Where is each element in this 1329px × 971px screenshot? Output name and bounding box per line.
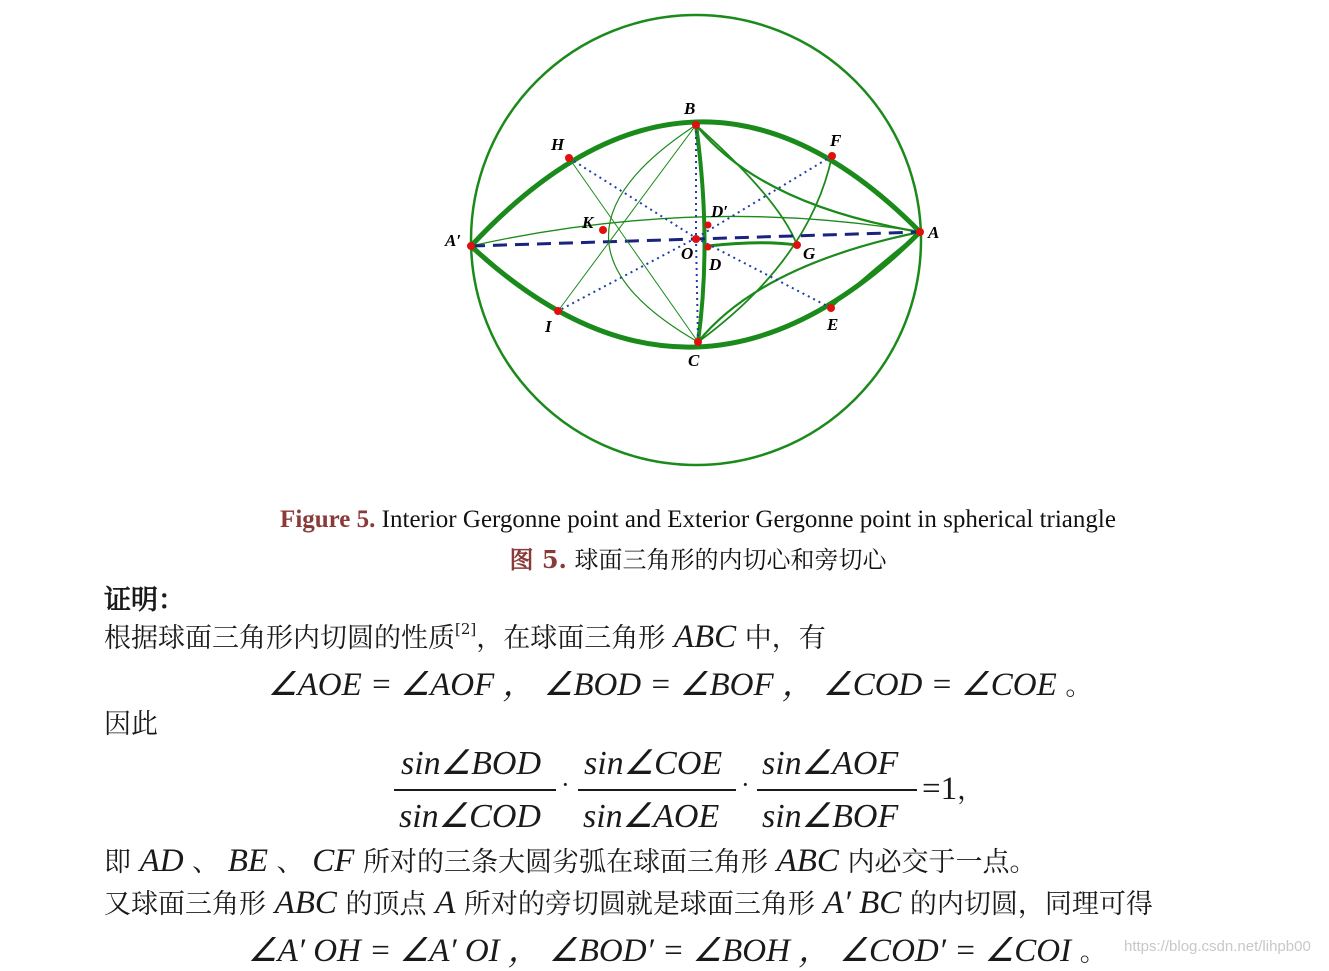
proof-line-1-a: 根据球面三角形内切圆的性质 xyxy=(104,623,455,654)
math-abc-2: ABC xyxy=(776,843,839,879)
point-b xyxy=(692,121,700,129)
fraction-rhs-value: =1 xyxy=(922,771,958,807)
proof-line-3-a: 又球面三角形 xyxy=(104,889,275,920)
proof-line-2-sep2: 、 xyxy=(268,847,313,878)
fraction-1-bar xyxy=(394,789,556,791)
label-i: I xyxy=(545,317,552,336)
math-a: A xyxy=(435,885,456,921)
figure-caption-zh-text: 球面三角形的内切心和旁切心 xyxy=(566,546,887,574)
point-k xyxy=(599,226,607,234)
fraction-1-denominator: sin∠COD xyxy=(399,798,541,835)
point-e xyxy=(827,304,835,312)
dotted-line-i xyxy=(558,238,696,311)
figure-caption-zh xyxy=(0,540,1329,575)
equation-2 xyxy=(248,924,1107,971)
fraction-3-numerator: sin∠AOF xyxy=(762,745,899,782)
point-h xyxy=(565,154,573,162)
equation-2-end: 。 xyxy=(1071,937,1107,968)
multiply-dot-1: · xyxy=(561,770,570,799)
fraction-1-numerator: sin∠BOD xyxy=(401,745,542,782)
figure-number-en: Figure 5. xyxy=(280,506,376,533)
label-e: E xyxy=(827,315,839,334)
equation-1 xyxy=(268,658,1092,705)
figure-caption-en-text: Interior Gergonne point and Exterior Gergonne point in spherical triangle xyxy=(375,506,1116,533)
proof-line-3-d: 的内切圆，同理可得 xyxy=(901,889,1153,920)
watermark: https://blog.csdn.net/lihpb00 xyxy=(1124,938,1311,955)
multiply-dot-2: · xyxy=(741,770,750,799)
math-a-prime-bc: A′ BC xyxy=(823,885,902,921)
point-c xyxy=(694,338,702,346)
arc-dg xyxy=(708,243,797,246)
proof-line-3-c: 所对的旁切圆就是球面三角形 xyxy=(455,889,824,920)
math-ad: AD xyxy=(139,843,184,879)
proof-line-2-b: 所对的三条大圆劣弧在球面三角形 xyxy=(354,847,777,878)
equation-1-end: 。 xyxy=(1056,671,1093,702)
label-k: K xyxy=(582,213,594,232)
equation-1-math: ∠AOE = ∠AOF ， ∠BOD = ∠BOF ， ∠COD = ∠COE xyxy=(268,667,1057,703)
figure-caption-en xyxy=(0,506,1329,534)
chord-h-c xyxy=(569,158,698,342)
proof-line-1 xyxy=(104,616,826,656)
citation-ref[interactable]: [2] xyxy=(455,620,477,638)
proof-line-2-a: 即 xyxy=(104,847,140,878)
label-h: H xyxy=(551,135,565,154)
fraction-2-bar xyxy=(578,789,736,791)
point-o xyxy=(692,235,700,243)
proof-heading: 证明： xyxy=(104,585,185,616)
fraction-3-denominator: sin∠BOF xyxy=(762,798,899,835)
label-d-prime: D′ xyxy=(711,202,729,221)
point-a-prime xyxy=(467,242,475,250)
point-d-prime xyxy=(705,222,712,229)
math-be: BE xyxy=(227,843,269,879)
label-c: C xyxy=(688,351,700,370)
proof-therefore: 因此 xyxy=(104,709,158,740)
fraction-2-numerator: sin∠COE xyxy=(584,745,723,782)
math-abc-3: ABC xyxy=(274,885,337,921)
point-f xyxy=(828,152,836,160)
point-g xyxy=(793,241,801,249)
fraction-rhs-comma: ， xyxy=(957,775,985,806)
proof-line-2-c: 内必交于一点。 xyxy=(838,847,1037,878)
dotted-line-f xyxy=(696,156,832,238)
fraction-rhs xyxy=(922,768,984,808)
proof-line-2 xyxy=(104,840,1037,880)
point-i xyxy=(554,307,562,315)
point-d xyxy=(705,244,712,251)
proof-line-1-b: ，在球面三角形 xyxy=(476,623,674,654)
figure-number-zh: 图 5. xyxy=(509,545,567,574)
fraction-3-bar xyxy=(757,789,917,791)
label-a-prime: A′ xyxy=(445,231,462,250)
label-b: B xyxy=(684,99,696,118)
proof-line-2-sep1: 、 xyxy=(183,847,228,878)
equation-2-math: ∠A′ OH = ∠A′ OI ， ∠BOD′ = ∠BOH ， ∠COD′ = ∠COI xyxy=(248,933,1072,969)
fraction-2-denominator: sin∠AOE xyxy=(583,798,720,835)
label-f: F xyxy=(830,131,842,150)
proof-line-3 xyxy=(104,882,1153,922)
label-d: D xyxy=(709,255,722,274)
point-a xyxy=(916,228,924,236)
math-abc: ABC xyxy=(673,619,737,655)
label-g: G xyxy=(803,244,816,263)
math-cf: CF xyxy=(312,843,355,879)
proof-line-1-c: 中，有 xyxy=(736,623,826,654)
label-a: A xyxy=(928,223,940,242)
dotted-line-c xyxy=(696,238,698,342)
label-o: O xyxy=(681,244,694,263)
proof-line-3-b: 的顶点 xyxy=(336,889,436,920)
